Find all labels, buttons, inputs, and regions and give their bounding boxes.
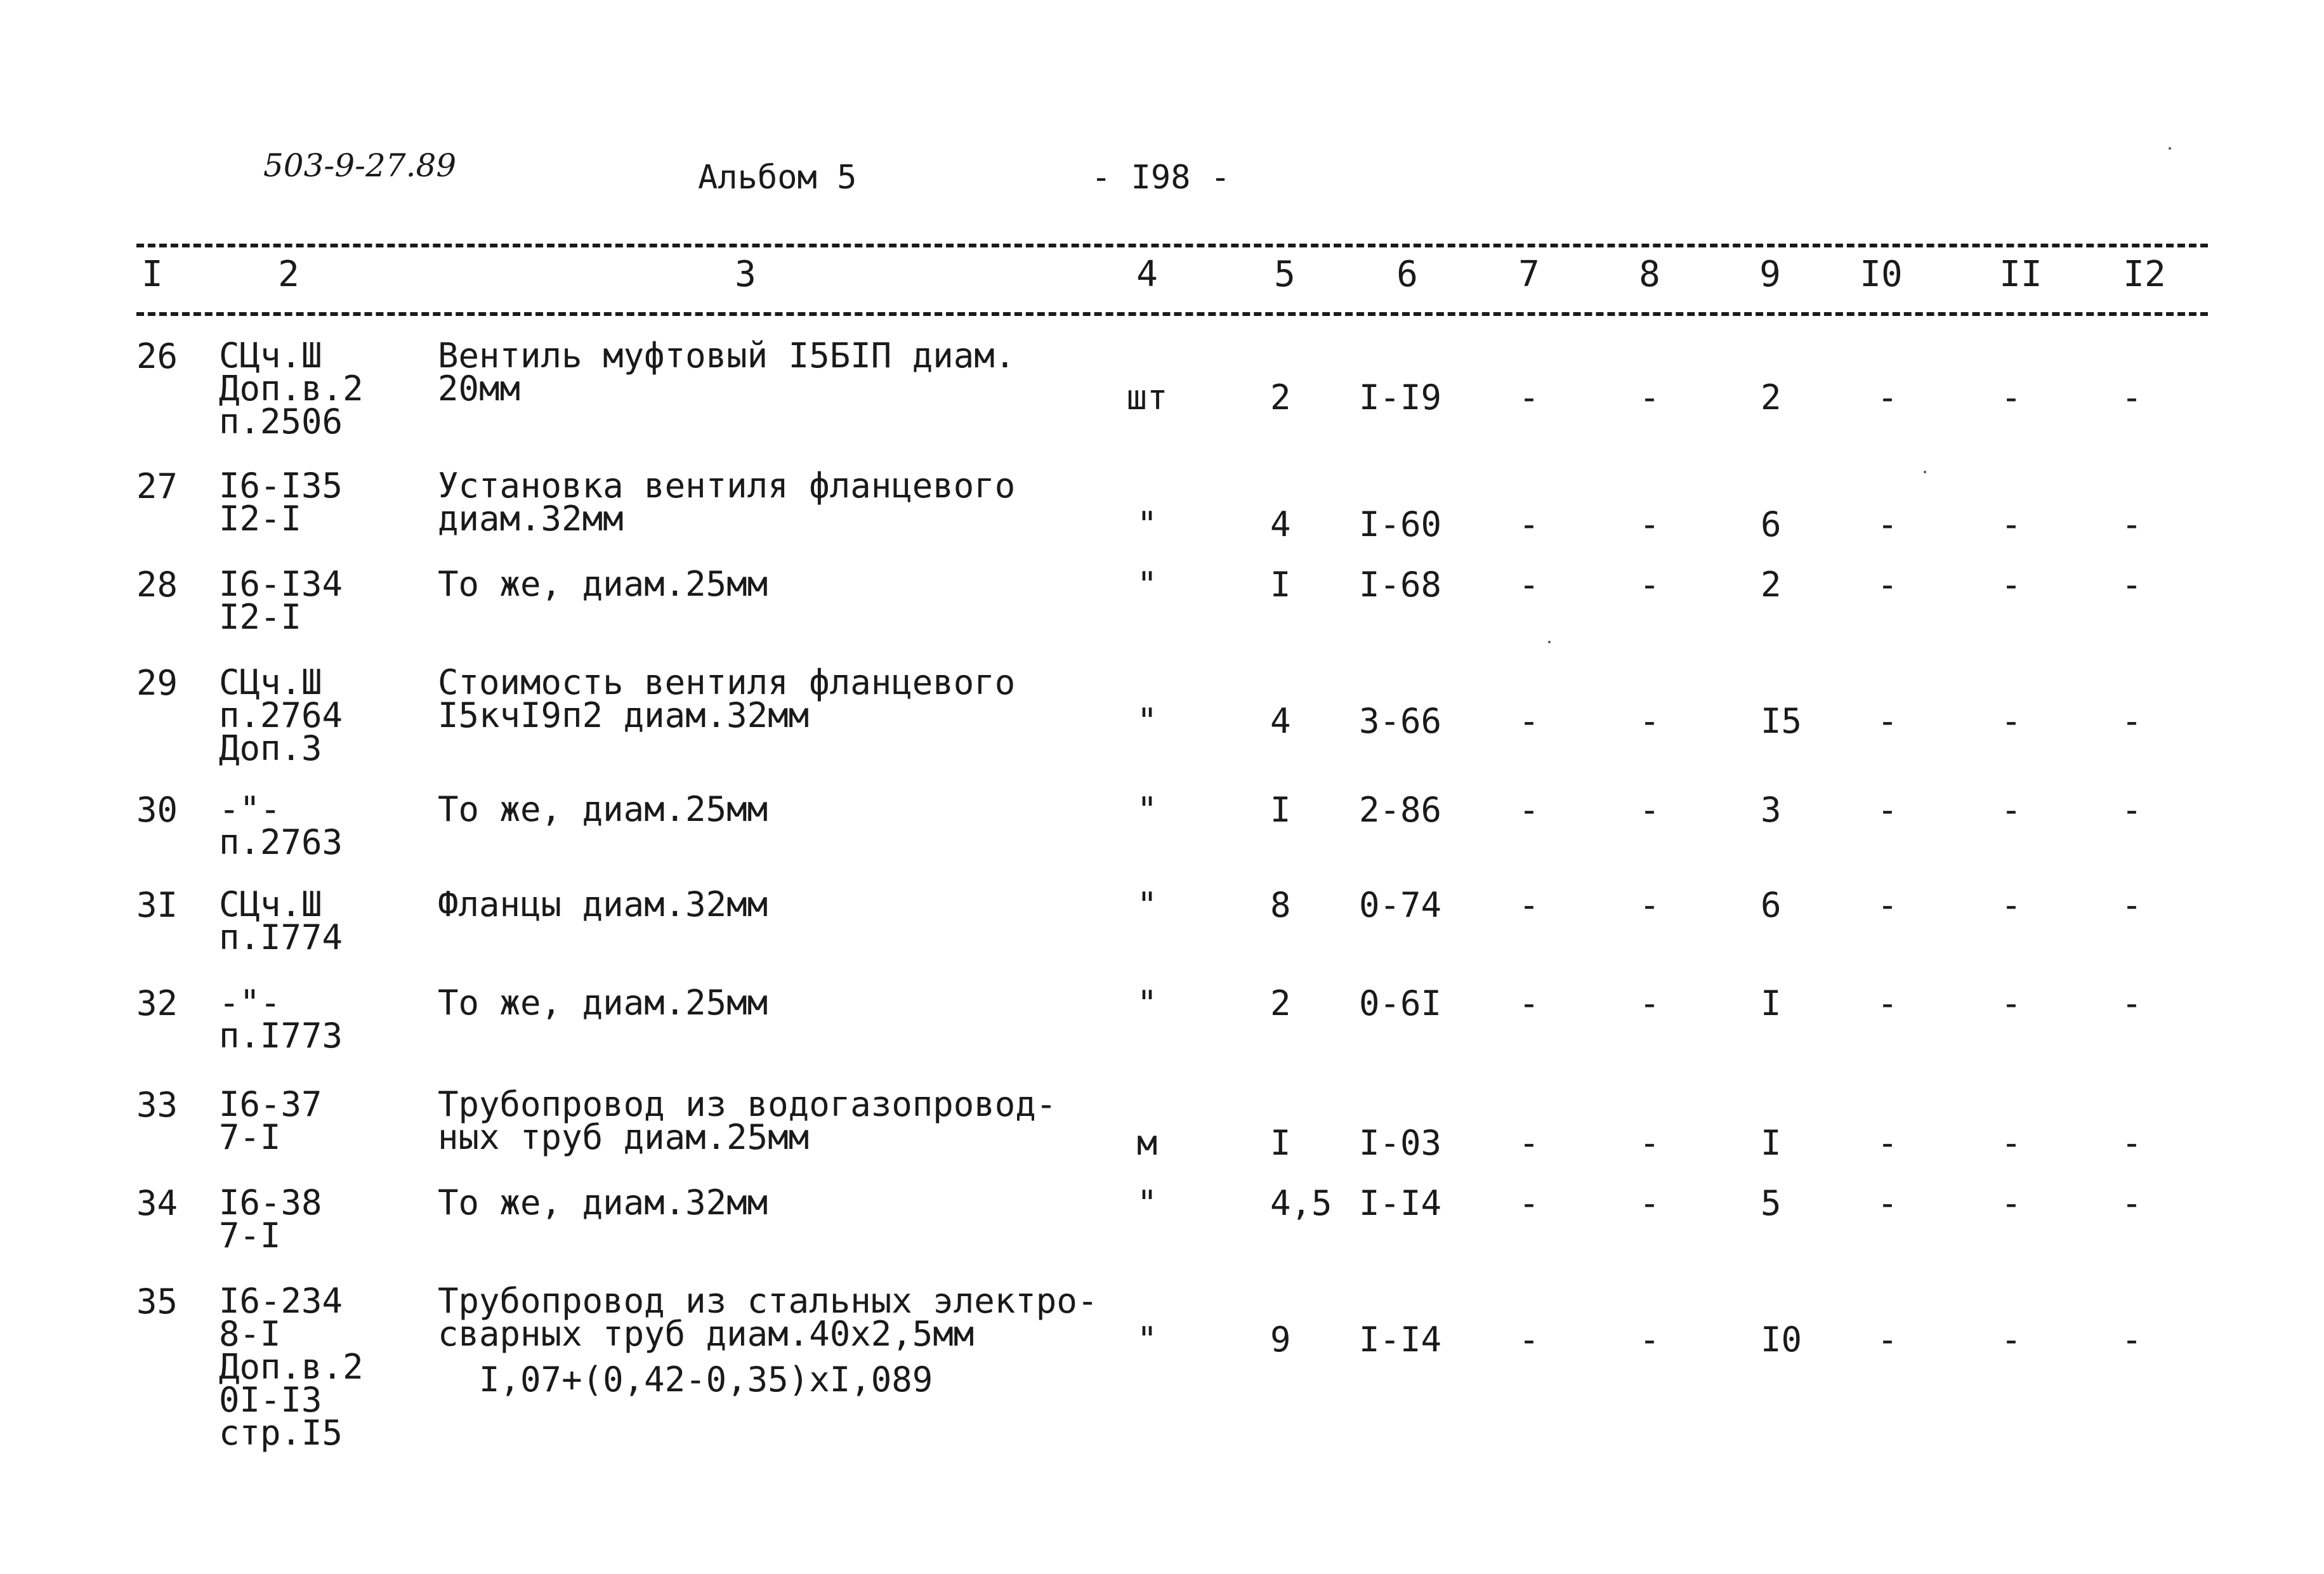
column-header-10: I0	[1860, 254, 1903, 295]
norm-reference-line: 0I-I3	[219, 1380, 322, 1420]
document-code: 503-9-27.89	[263, 147, 457, 184]
cell-c11: -	[2000, 565, 2022, 605]
row-number: 28	[136, 565, 178, 605]
row-number: 27	[136, 466, 178, 506]
cell-c8: -	[1639, 377, 1660, 417]
column-header-7: 7	[1518, 254, 1540, 295]
cell-c12: -	[2121, 1320, 2143, 1360]
norm-reference-line: Доп.в.2	[219, 1347, 364, 1387]
norm-reference-line: I6-I35	[219, 466, 343, 506]
cell-qty: 2	[1270, 377, 1291, 417]
cell-c9: 2	[1761, 377, 1782, 417]
norm-reference	[219, 1183, 322, 1256]
cell-c12: -	[2121, 790, 2143, 830]
cell-c9: 2	[1761, 565, 1782, 605]
row-number: 3I	[136, 885, 178, 925]
work-description-line: сварных труб диам.40x2,5мм	[438, 1314, 975, 1354]
cell-c11: -	[2000, 885, 2022, 925]
norm-reference	[219, 789, 343, 862]
cell-c7: -	[1518, 885, 1540, 925]
cell-qty: 9	[1270, 1320, 1291, 1360]
cell-qty: 4	[1270, 701, 1291, 741]
cell-c11: -	[2000, 701, 2022, 741]
cell-c7: -	[1518, 377, 1540, 417]
norm-reference-line: СЦч.Ш	[219, 336, 322, 376]
cell-c11: -	[2000, 504, 2022, 544]
cell-price: I-I9	[1359, 377, 1442, 417]
column-header-8: 8	[1639, 254, 1660, 295]
cell-c12: -	[2121, 377, 2143, 417]
cell-unit: "	[1136, 701, 1158, 741]
row-number: 26	[136, 336, 178, 376]
norm-reference-line: I2-I	[219, 597, 302, 637]
column-header-5: 5	[1274, 254, 1296, 295]
cell-unit: "	[1136, 1320, 1158, 1360]
cell-unit: "	[1136, 790, 1158, 830]
cell-unit: "	[1136, 565, 1158, 605]
cell-c9: I	[1761, 1123, 1782, 1163]
column-header-11: II	[1999, 254, 2042, 295]
norm-reference-line: СЦч.Ш	[219, 662, 322, 702]
cell-unit: "	[1136, 983, 1158, 1023]
cell-c12: -	[2121, 885, 2143, 925]
cell-c9: 6	[1761, 504, 1782, 544]
norm-reference-line: СЦч.Ш	[219, 884, 322, 924]
cell-price: 3-66	[1359, 701, 1442, 741]
header-top-rule	[136, 244, 2208, 247]
norm-reference	[219, 1281, 364, 1453]
cell-c7: -	[1518, 983, 1540, 1023]
row-number: 34	[136, 1183, 178, 1223]
cell-qty: 8	[1270, 885, 1291, 925]
cell-price: I-03	[1359, 1123, 1442, 1163]
cell-c8: -	[1639, 1183, 1660, 1223]
cell-c8: -	[1639, 701, 1660, 741]
cell-unit: "	[1136, 504, 1158, 544]
scan-speck	[2169, 147, 2171, 150]
norm-reference-line: п.2763	[219, 822, 343, 862]
cell-unit: "	[1136, 885, 1158, 925]
work-description-line: I5кчI9п2 диам.32мм	[438, 695, 810, 735]
cell-c11: -	[2000, 1320, 2022, 1360]
cell-qty: I	[1270, 790, 1291, 830]
norm-reference	[219, 884, 343, 957]
cell-c7: -	[1518, 1123, 1540, 1163]
cell-c10: -	[1877, 983, 1898, 1023]
work-description-line: То же, диам.25мм	[438, 789, 768, 829]
row-number: 35	[136, 1282, 178, 1322]
column-header-2: 2	[278, 254, 299, 295]
column-header-3: 3	[735, 254, 756, 295]
cell-c12: -	[2121, 1183, 2143, 1223]
cell-c11: -	[2000, 1123, 2022, 1163]
norm-reference-line: 7-I	[219, 1216, 281, 1256]
norm-reference-line: 8-I	[219, 1314, 281, 1354]
work-description-line: Трубопровод из стальных электро-	[438, 1281, 1098, 1321]
cell-c7: -	[1518, 701, 1540, 741]
scan-speck	[1548, 641, 1551, 643]
cell-c12: -	[2121, 504, 2143, 544]
norm-reference-line: I2-I	[219, 499, 302, 539]
cell-unit: шт	[1126, 377, 1168, 417]
cell-price: I-I4	[1359, 1183, 1442, 1223]
cell-price: I-60	[1359, 504, 1442, 544]
cell-c7: -	[1518, 790, 1540, 830]
column-header-1: I	[141, 254, 163, 295]
page-number: - I98 -	[1091, 159, 1231, 197]
cell-price: 2-86	[1359, 790, 1442, 830]
cell-qty: I	[1270, 1123, 1291, 1163]
norm-reference	[219, 466, 343, 539]
cell-c10: -	[1877, 885, 1898, 925]
cell-c8: -	[1639, 1123, 1660, 1163]
cell-c12: -	[2121, 1123, 2143, 1163]
cell-price: I-68	[1359, 565, 1442, 605]
norm-reference-line: I6-37	[219, 1084, 322, 1124]
cell-price: 0-74	[1359, 885, 1442, 925]
cell-c10: -	[1877, 790, 1898, 830]
norm-reference	[219, 983, 343, 1056]
work-description	[438, 662, 1016, 735]
cell-c11: -	[2000, 983, 2022, 1023]
cell-c11: -	[2000, 377, 2022, 417]
cell-c9: I5	[1761, 701, 1802, 741]
norm-reference-line: -"-	[219, 789, 281, 829]
row-number: 32	[136, 983, 178, 1023]
cell-c8: -	[1639, 983, 1660, 1023]
cell-c7: -	[1518, 1183, 1540, 1223]
cell-c7: -	[1518, 504, 1540, 544]
cell-c10: -	[1877, 565, 1898, 605]
scan-speck	[1924, 471, 1926, 473]
work-description	[438, 1183, 768, 1223]
norm-reference	[219, 662, 343, 768]
column-header-9: 9	[1759, 254, 1781, 295]
work-description-line: Фланцы диам.32мм	[438, 884, 768, 924]
column-header-4: 4	[1136, 254, 1158, 295]
norm-reference-line: п.2506	[219, 402, 343, 442]
norm-reference-line: п.2764	[219, 695, 343, 735]
norm-reference-line: Доп.в.2	[219, 369, 364, 409]
cell-c10: -	[1877, 1183, 1898, 1223]
cell-qty: 2	[1270, 983, 1291, 1023]
cell-c12: -	[2121, 701, 2143, 741]
work-description-line: 20мм	[438, 369, 521, 409]
column-header-12: I2	[2123, 254, 2166, 295]
cell-c11: -	[2000, 1183, 2022, 1223]
cell-qty: 4,5	[1270, 1183, 1332, 1223]
norm-reference-line: 7-I	[219, 1117, 281, 1157]
cell-c8: -	[1639, 565, 1660, 605]
work-description-line: То же, диам.25мм	[438, 564, 768, 604]
cell-qty: 4	[1270, 504, 1291, 544]
cell-c12: -	[2121, 565, 2143, 605]
header-bottom-rule	[136, 312, 2208, 316]
cell-price: 0-6I	[1359, 983, 1442, 1023]
norm-reference	[219, 1084, 322, 1157]
cell-c8: -	[1639, 1320, 1660, 1360]
cell-price: I-I4	[1359, 1320, 1442, 1360]
work-description-line: Стоимость вентиля фланцевого	[438, 662, 1016, 702]
work-description	[438, 466, 1016, 539]
work-description	[438, 789, 768, 829]
work-description	[438, 884, 768, 924]
row-number: 33	[136, 1085, 178, 1125]
cell-c7: -	[1518, 565, 1540, 605]
cell-c8: -	[1639, 885, 1660, 925]
cell-c10: -	[1877, 377, 1898, 417]
album-label: Альбом 5	[698, 159, 857, 197]
norm-reference-line: стр.I5	[219, 1413, 343, 1453]
work-description	[438, 336, 1016, 409]
norm-reference-line: п.I774	[219, 917, 343, 957]
cell-c7: -	[1518, 1320, 1540, 1360]
norm-reference-line: -"-	[219, 983, 281, 1023]
norm-reference-line: Доп.3	[219, 728, 322, 768]
work-description-line: Трубопровод из водогазопровод-	[438, 1084, 1057, 1124]
cell-c11: -	[2000, 790, 2022, 830]
norm-reference	[219, 336, 364, 442]
work-description	[438, 983, 768, 1023]
work-description	[438, 1084, 1057, 1157]
row-number: 29	[136, 663, 178, 703]
cell-c9: I	[1761, 983, 1782, 1023]
cell-c9: 5	[1761, 1183, 1782, 1223]
cell-c9: 3	[1761, 790, 1782, 830]
work-description-line: То же, диам.32мм	[438, 1183, 768, 1223]
cell-unit: м	[1136, 1123, 1158, 1163]
norm-reference-line: I6-38	[219, 1183, 322, 1223]
cell-c8: -	[1639, 790, 1660, 830]
cell-c10: -	[1877, 1123, 1898, 1163]
work-description-line: I,07+(0,42-0,35)xI,089	[438, 1360, 933, 1400]
cell-c9: I0	[1761, 1320, 1802, 1360]
norm-reference-line: I6-234	[219, 1281, 343, 1321]
work-description-line: То же, диам.25мм	[438, 983, 768, 1023]
work-description-line: ных труб диам.25мм	[438, 1117, 810, 1157]
row-number: 30	[136, 790, 178, 830]
work-description	[438, 564, 768, 604]
cell-c10: -	[1877, 1320, 1898, 1360]
cell-c9: 6	[1761, 885, 1782, 925]
norm-reference-line: I6-I34	[219, 564, 343, 604]
cell-unit: "	[1136, 1183, 1158, 1223]
cell-c12: -	[2121, 983, 2143, 1023]
cell-c8: -	[1639, 504, 1660, 544]
cell-c10: -	[1877, 701, 1898, 741]
work-description-line: Установка вентиля фланцевого	[438, 466, 1016, 506]
column-header-6: 6	[1396, 254, 1418, 295]
work-description-line: диам.32мм	[438, 499, 624, 539]
cell-c10: -	[1877, 504, 1898, 544]
cell-qty: I	[1270, 565, 1291, 605]
work-description	[438, 1281, 1098, 1400]
norm-reference	[219, 564, 343, 637]
norm-reference-line: п.I773	[219, 1016, 343, 1056]
work-description-line: Вентиль муфтовый I5БIП диам.	[438, 336, 1016, 376]
